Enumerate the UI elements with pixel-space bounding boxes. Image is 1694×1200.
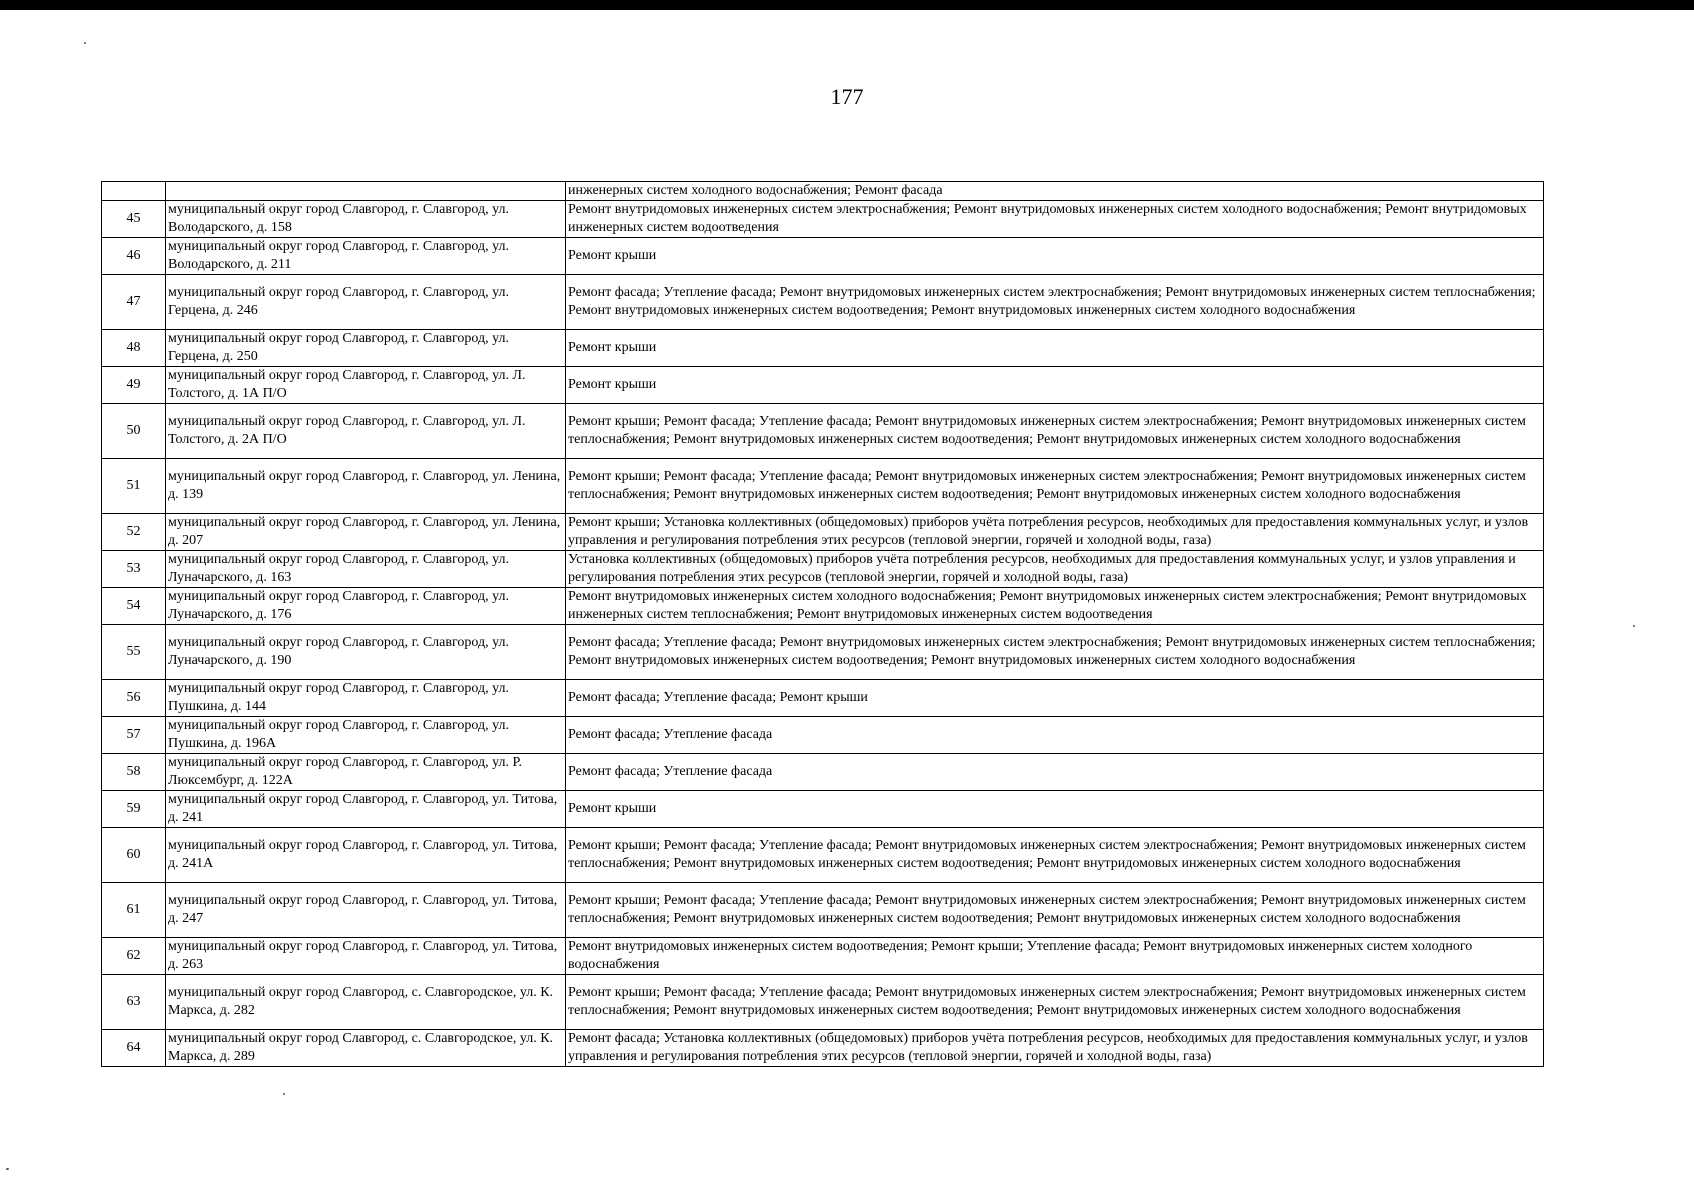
row-address: муниципальный округ город Славгород, г. Славгород, ул. Титова, д. 241А: [166, 828, 566, 883]
row-works: Ремонт крыши: [566, 330, 1544, 367]
row-address: муниципальный округ город Славгород, г. Славгород, ул. Володарского, д. 211: [166, 238, 566, 275]
row-address: муниципальный округ город Славгород, г. Славгород, ул. Р. Люксембург, д. 122А: [166, 754, 566, 791]
table-row: [102, 551, 1544, 588]
table-row: [102, 1030, 1544, 1067]
scan-speck: [283, 1093, 285, 1095]
row-works: Установка коллективных (общедомовых) приборов учёта потребления ресурсов, необходимых для предоставления коммунальных услуг, и узлов управления и регулирования потребления этих ресурсов (тепловой энергии, горячей и холодной воды, газа): [566, 551, 1544, 588]
row-number: 49: [102, 367, 166, 404]
row-works: Ремонт крыши; Ремонт фасада; Утепление фасада; Ремонт внутридомовых инженерных систем электроснабжения; Ремонт внутридомовых инженерных систем теплоснабжения; Ремонт внутридомовых инженерных систем водоотведения; Ремонт внутридомовых инженерных систем холодного водоснабжения: [566, 404, 1544, 459]
table-row: [102, 588, 1544, 625]
row-works: Ремонт крыши: [566, 238, 1544, 275]
table-row: [102, 680, 1544, 717]
row-works: Ремонт внутридомовых инженерных систем водоотведения; Ремонт крыши; Утепление фасада; Ремонт внутридомовых инженерных систем холодного водоснабжения: [566, 938, 1544, 975]
row-number: 62: [102, 938, 166, 975]
row-address: муниципальный округ город Славгород, г. Славгород, ул. Л. Толстого, д. 1А П/О: [166, 367, 566, 404]
table-row: [102, 791, 1544, 828]
table-row: [102, 275, 1544, 330]
row-works: Ремонт фасада; Утепление фасада: [566, 717, 1544, 754]
row-address: муниципальный округ город Славгород, г. Славгород, ул. Луначарского, д. 190: [166, 625, 566, 680]
row-number: 50: [102, 404, 166, 459]
row-works: Ремонт фасада; Установка коллективных (общедомовых) приборов учёта потребления ресурсов, необходимых для предоставления коммунальных услуг, и узлов управления и регулирования потребления этих ресурсов (тепловой энергии, горячей и холодной воды, газа): [566, 1030, 1544, 1067]
row-address: муниципальный округ город Славгород, с. Славгородское, ул. К. Маркса, д. 282: [166, 975, 566, 1030]
row-number: 51: [102, 459, 166, 514]
table-row: [102, 975, 1544, 1030]
table-row: [102, 938, 1544, 975]
works-table-body: [102, 182, 1544, 1067]
row-address: муниципальный округ город Славгород, г. Славгород, ул. Пушкина, д. 144: [166, 680, 566, 717]
row-number: 48: [102, 330, 166, 367]
table-row: [102, 717, 1544, 754]
row-address: муниципальный округ город Славгород, г. Славгород, ул. Герцена, д. 250: [166, 330, 566, 367]
table-row: [102, 201, 1544, 238]
row-number: 56: [102, 680, 166, 717]
row-works: Ремонт фасада; Утепление фасада; Ремонт внутридомовых инженерных систем электроснабжения; Ремонт внутридомовых инженерных систем теплоснабжения; Ремонт внутридомовых инженерных систем водоотведения; Ремонт внутридомовых инженерных систем холодного водоснабжения: [566, 275, 1544, 330]
row-works: Ремонт крыши; Ремонт фасада; Утепление фасада; Ремонт внутридомовых инженерных систем электроснабжения; Ремонт внутридомовых инженерных систем теплоснабжения; Ремонт внутридомовых инженерных систем водоотведения; Ремонт внутридомовых инженерных систем холодного водоснабжения: [566, 883, 1544, 938]
scan-speck: [6, 1168, 9, 1170]
table-row: [102, 404, 1544, 459]
row-works: Ремонт фасада; Утепление фасада; Ремонт внутридомовых инженерных систем электроснабжения; Ремонт внутридомовых инженерных систем теплоснабжения; Ремонт внутридомовых инженерных систем водоотведения; Ремонт внутридомовых инженерных систем холодного водоснабжения: [566, 625, 1544, 680]
row-address: муниципальный округ город Славгород, г. Славгород, ул. Луначарского, д. 163: [166, 551, 566, 588]
row-number: 45: [102, 201, 166, 238]
row-address: муниципальный округ город Славгород, г. Славгород, ул. Луначарского, д. 176: [166, 588, 566, 625]
scan-top-edge: [0, 0, 1694, 10]
row-number: 47: [102, 275, 166, 330]
row-address: [166, 182, 566, 201]
table-row: [102, 459, 1544, 514]
table-row: [102, 828, 1544, 883]
row-number: 46: [102, 238, 166, 275]
row-number: 55: [102, 625, 166, 680]
row-number: [102, 182, 166, 201]
row-works: Ремонт фасада; Утепление фасада; Ремонт крыши: [566, 680, 1544, 717]
scan-speck: [1633, 625, 1635, 627]
row-works: Ремонт крыши; Ремонт фасада; Утепление фасада; Ремонт внутридомовых инженерных систем электроснабжения; Ремонт внутридомовых инженерных систем теплоснабжения; Ремонт внутридомовых инженерных систем водоотведения; Ремонт внутридомовых инженерных систем холодного водоснабжения: [566, 459, 1544, 514]
works-table: [101, 181, 1544, 1067]
row-address: муниципальный округ город Славгород, г. Славгород, ул. Титова, д. 263: [166, 938, 566, 975]
row-works: Ремонт крыши; Ремонт фасада; Утепление фасада; Ремонт внутридомовых инженерных систем электроснабжения; Ремонт внутридомовых инженерных систем теплоснабжения; Ремонт внутридомовых инженерных систем водоотведения; Ремонт внутридомовых инженерных систем холодного водоснабжения: [566, 828, 1544, 883]
table-row: [102, 883, 1544, 938]
row-address: муниципальный округ город Славгород, г. Славгород, ул. Володарского, д. 158: [166, 201, 566, 238]
table-row: [102, 367, 1544, 404]
row-address: муниципальный округ город Славгород, г. Славгород, ул. Титова, д. 247: [166, 883, 566, 938]
row-address: муниципальный округ город Славгород, с. Славгородское, ул. К. Маркса, д. 289: [166, 1030, 566, 1067]
page-number: 177: [830, 84, 864, 109]
row-number: 54: [102, 588, 166, 625]
row-number: 53: [102, 551, 166, 588]
continuation-row: [102, 182, 1544, 201]
row-works: Ремонт внутридомовых инженерных систем холодного водоснабжения; Ремонт внутридомовых инженерных систем электроснабжения; Ремонт внутридомовых инженерных систем теплоснабжения; Ремонт внутридомовых инженерных систем водоотведения: [566, 588, 1544, 625]
row-address: муниципальный округ город Славгород, г. Славгород, ул. Ленина, д. 207: [166, 514, 566, 551]
table-row: [102, 330, 1544, 367]
table-row: [102, 238, 1544, 275]
row-address: муниципальный округ город Славгород, г. Славгород, ул. Титова, д. 241: [166, 791, 566, 828]
row-address: муниципальный округ город Славгород, г. Славгород, ул. Л. Толстого, д. 2А П/О: [166, 404, 566, 459]
row-works: Ремонт крыши: [566, 367, 1544, 404]
row-works: Ремонт фасада; Утепление фасада: [566, 754, 1544, 791]
row-number: 57: [102, 717, 166, 754]
row-number: 60: [102, 828, 166, 883]
row-address: муниципальный округ город Славгород, г. Славгород, ул. Пушкина, д. 196А: [166, 717, 566, 754]
row-number: 58: [102, 754, 166, 791]
row-number: 59: [102, 791, 166, 828]
row-address: муниципальный округ город Славгород, г. Славгород, ул. Герцена, д. 246: [166, 275, 566, 330]
row-works: Ремонт крыши; Ремонт фасада; Утепление фасада; Ремонт внутридомовых инженерных систем электроснабжения; Ремонт внутридомовых инженерных систем теплоснабжения; Ремонт внутридомовых инженерных систем водоотведения; Ремонт внутридомовых инженерных систем холодного водоснабжения: [566, 975, 1544, 1030]
table-row: [102, 514, 1544, 551]
row-address: муниципальный округ город Славгород, г. Славгород, ул. Ленина, д. 139: [166, 459, 566, 514]
row-number: 52: [102, 514, 166, 551]
row-works: инженерных систем холодного водоснабжения; Ремонт фасада: [566, 182, 1544, 201]
row-number: 61: [102, 883, 166, 938]
row-number: 63: [102, 975, 166, 1030]
row-works: Ремонт крыши; Установка коллективных (общедомовых) приборов учёта потребления ресурсов, необходимых для предоставления коммунальных услуг, и узлов управления и регулирования потребления этих ресурсов (тепловой энергии, горячей и холодной воды, газа): [566, 514, 1544, 551]
table-row: [102, 754, 1544, 791]
row-works: Ремонт крыши: [566, 791, 1544, 828]
scan-speck: [84, 42, 86, 44]
row-number: 64: [102, 1030, 166, 1067]
row-works: Ремонт внутридомовых инженерных систем электроснабжения; Ремонт внутридомовых инженерных систем холодного водоснабжения; Ремонт внутридомовых инженерных систем водоотведения: [566, 201, 1544, 238]
table-row: [102, 625, 1544, 680]
